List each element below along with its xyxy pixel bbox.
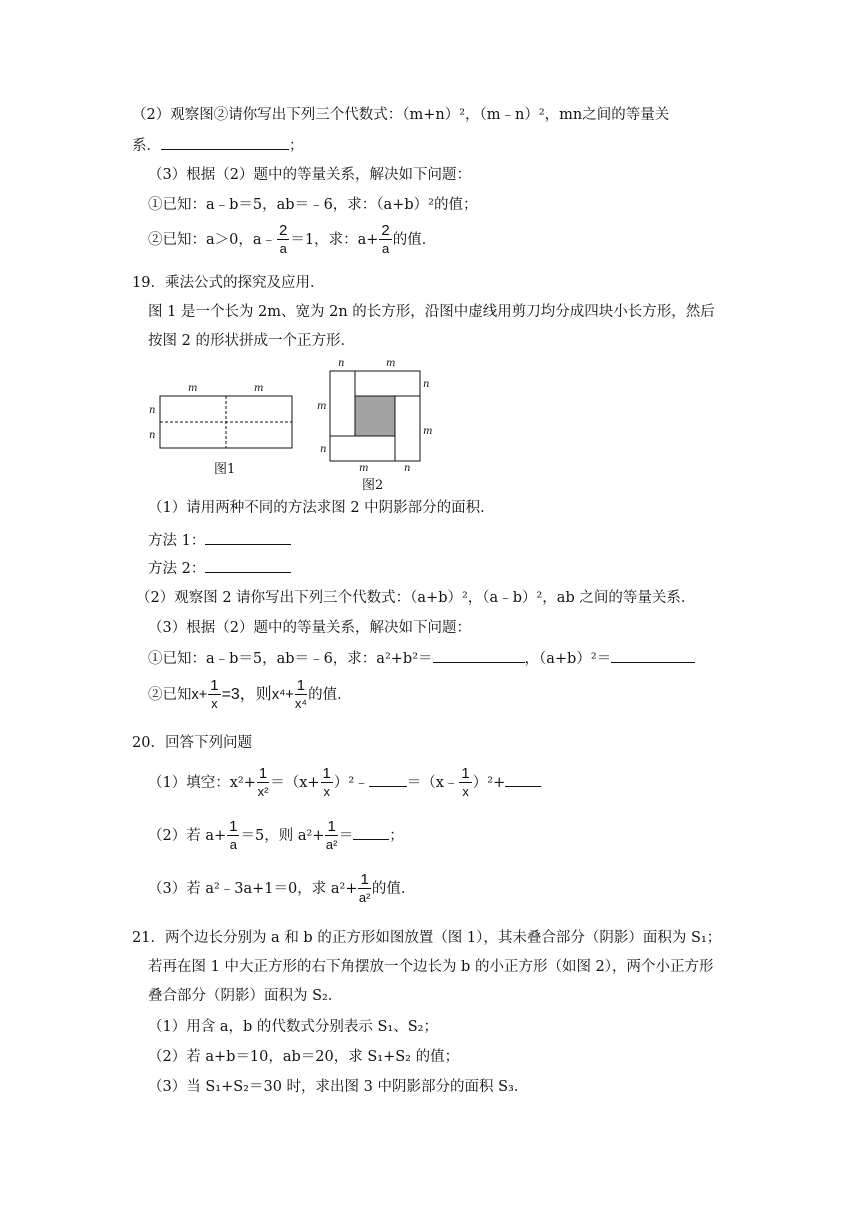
q21-line-3: 叠合部分（阴影）面积为 S₂．	[148, 988, 343, 1004]
answer-blank[interactable]	[505, 772, 541, 787]
frac-num: 1	[258, 765, 268, 782]
q20-p3-b: 的值．	[371, 881, 416, 897]
q20-p1-d: ＝（x﹣	[406, 775, 459, 791]
fig1-label-m: m	[188, 383, 198, 394]
q19-c2-x4: x⁴+	[271, 687, 294, 703]
q19-c2-pre: ②已知	[148, 687, 192, 703]
figure-1	[140, 378, 310, 453]
q18-c2-end: 的值．	[392, 232, 437, 248]
fraction-2-over-a	[277, 222, 289, 258]
q19-method-2	[148, 558, 291, 579]
q20-part3	[148, 871, 415, 907]
q20-p1-b: ＝（x+	[270, 775, 320, 791]
q21-line-2: 若再在图 1 中大正方形的右下角摆放一个边长为 b 的小正方形（如图 2），两个小正方形	[148, 959, 714, 975]
fraction-2-over-a	[379, 222, 391, 258]
fraction-1-over-a2	[325, 818, 337, 854]
frac-den: x	[462, 784, 469, 799]
fraction-1-over-x	[321, 765, 333, 801]
fig2-label-m: m	[423, 426, 433, 437]
q20-part2	[148, 818, 404, 854]
q20-part1	[148, 765, 541, 801]
q19-condition-2	[148, 677, 352, 713]
fraction-1-over-x	[208, 677, 220, 713]
frac-num: 1	[322, 765, 331, 782]
q19-desc-1: 图 1 是一个长为 2m、宽为 2n 的长方形，沿图中虚线用剪刀均分成四块小长方形，然后	[148, 304, 715, 320]
answer-blank[interactable]	[369, 772, 407, 787]
q18-part2-end: ；	[289, 138, 304, 154]
q19-c1-mid: ，（a+b）²＝	[524, 651, 612, 667]
q20-p2-b: ＝5，则 a²+	[240, 828, 325, 844]
q20-p1-c: ）²﹣	[333, 775, 369, 791]
frac-den: a	[229, 837, 237, 852]
fig1-label-n: n	[149, 405, 156, 416]
q20-p2-c: ＝	[338, 828, 354, 844]
frac-num: 1	[461, 765, 470, 782]
frac-den: a	[381, 241, 390, 256]
q21-part3: （3）当 S₁+S₂＝30 时，求出图 3 中阴影部分的面积 S₃．	[148, 1079, 529, 1095]
fig2-label-n: n	[404, 463, 411, 474]
fig2-label-n: n	[423, 379, 430, 390]
answer-blank[interactable]	[353, 825, 389, 840]
q19-c2-x: x+	[191, 687, 208, 703]
fig2-label-n: n	[338, 358, 345, 369]
answer-blank[interactable]	[205, 558, 291, 573]
q19-title: 19．乘法公式的探究及应用．	[132, 275, 325, 291]
q19-c2-end: 的值．	[308, 687, 352, 703]
frac-num: 2	[381, 222, 390, 239]
frac-num: 1	[327, 818, 336, 835]
frac-den: x⁴	[294, 696, 307, 711]
q18-condition-1: ①已知：a﹣b＝5，ab＝﹣6，求：（a+b）²的值；	[148, 197, 478, 213]
q18-part2	[132, 105, 669, 125]
q20-p1-a: （1）填空：x²+	[148, 775, 256, 791]
fig1-caption: 图1	[214, 462, 236, 477]
q18-condition-2	[148, 222, 436, 258]
q19-desc-2: 按图 2 的形状拼成一个正方形．	[148, 333, 355, 349]
frac-num: 2	[279, 222, 288, 239]
q20-p2-a: （2）若 a+	[148, 828, 227, 844]
q18-part3: （3）根据（2）题中的等量关系，解决如下问题：	[148, 167, 471, 183]
q18-part2-cont	[132, 135, 304, 156]
q20-p3-a: （3）若 a²﹣3a+1＝0，求 a²+	[148, 881, 358, 897]
fig2-label-n: n	[320, 444, 327, 455]
q18-part2-text: （2）观察图②请你写出下列三个代数式：（m+n）²，（m﹣n）²，mn之间的等量关	[132, 107, 670, 123]
fraction-1-over-x2	[257, 765, 269, 801]
q19-c2-eq: =3，则	[221, 686, 272, 703]
frac-den: a²	[358, 890, 371, 905]
fig2-label-m: m	[359, 463, 369, 474]
frac-num: 1	[210, 677, 219, 694]
fig2-shaded-square	[355, 396, 395, 436]
q20-p1-e: ）²+	[472, 775, 506, 791]
answer-blank[interactable]	[433, 648, 525, 663]
q20-p2-d: ；	[389, 828, 404, 844]
q21-line-1: 21．两个边长分别为 a 和 b 的正方形如图放置（图 1），其未叠合部分（阴影）面积为 S₁；	[132, 930, 722, 946]
fraction-1-over-a2	[358, 871, 370, 907]
frac-den: x	[211, 696, 218, 711]
fig1-label-n: n	[149, 430, 156, 441]
q19-condition-1	[148, 648, 695, 669]
frac-den: a	[279, 241, 287, 256]
q19-part3: （3）根据（2）题中的等量关系，解决如下问题：	[148, 620, 471, 636]
q19-method-1	[148, 530, 291, 551]
fig2-label-m: m	[386, 358, 396, 369]
answer-blank[interactable]	[611, 648, 695, 663]
q20-title: 20．回答下列问题	[132, 735, 252, 751]
fig2-caption: 图2	[362, 478, 384, 493]
q19-part2: （2）观察图 2 请你写出下列三个代数式：（a+b）²，（a﹣b）²，ab 之间的等量关系．	[136, 590, 696, 606]
answer-blank[interactable]	[205, 530, 291, 545]
fraction-1-over-a	[227, 818, 239, 854]
figure-2	[312, 354, 437, 476]
frac-den: x	[323, 784, 330, 799]
fig1-label-m: m	[254, 383, 264, 394]
frac-num: 1	[360, 871, 369, 888]
fraction-1-over-x	[459, 765, 471, 801]
q21-part2: （2）若 a+b＝10，ab＝20，求 S₁+S₂ 的值；	[148, 1049, 460, 1065]
q19-c1-pre: ①已知：a﹣b＝5，ab＝﹣6，求：a²+b²＝	[148, 651, 433, 667]
frac-num: 1	[229, 818, 238, 835]
frac-num: 1	[296, 677, 306, 694]
method-1-label: 方法 1：	[148, 533, 206, 549]
q18-part2-cont-text: 系．	[132, 138, 161, 154]
q18-c2-pre: ②已知：a＞0，a﹣	[148, 232, 277, 248]
method-2-label: 方法 2：	[148, 561, 206, 577]
fraction-1-over-x4	[295, 677, 307, 713]
frac-den: x²	[257, 784, 269, 799]
answer-blank[interactable]	[161, 135, 289, 150]
frac-den: a²	[325, 837, 338, 852]
q21-part1: （1）用含 a，b 的代数式分别表示 S₁、S₂；	[148, 1019, 438, 1035]
fig2-label-m: m	[317, 401, 327, 412]
q19-part1: （1）请用两种不同的方法求图 2 中阴影部分的面积．	[148, 500, 495, 516]
q18-c2-mid: ＝1，求：a+	[290, 232, 379, 248]
